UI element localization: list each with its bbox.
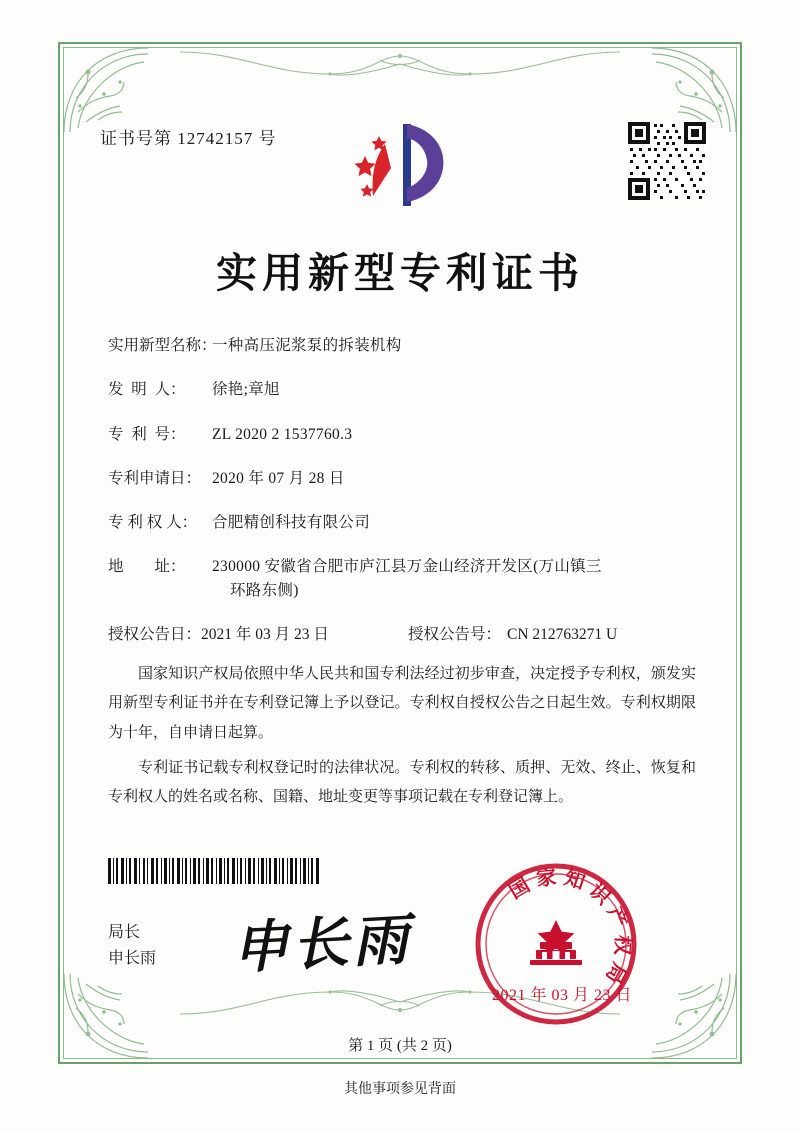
barcode-icon	[108, 858, 320, 884]
page-number: 第 1 页 (共 2 页)	[348, 1038, 452, 1054]
field-row-address	[108, 555, 698, 602]
field-row-patentee	[108, 511, 698, 534]
svg-text:国家知识产权局: 国家知识产权局	[504, 864, 636, 994]
certificate-number: 证书号第 12742157 号	[100, 129, 277, 148]
field-label: 专利申请日：	[108, 469, 202, 487]
field-row-application-date	[108, 467, 698, 490]
signature-role: 局长	[108, 924, 141, 941]
seal-date: 2021 年 03 月 23 日	[492, 987, 633, 1004]
field-label-grant-date: 授权公告日：	[108, 625, 202, 643]
field-value	[212, 555, 698, 602]
field-value: 2020 年 07 月 28 日	[212, 469, 345, 487]
paragraph-2: 专利证书记载专利权登记时的法律状况。专利权的转移、质押、无效、终止、恢复和专利权人的姓名或名称、国籍、地址变更等事项记载在专利登记簿上。	[108, 759, 696, 805]
field-row-patent-number	[108, 423, 698, 446]
signature-name: 申长雨	[108, 950, 157, 968]
qr-code-icon	[626, 120, 708, 202]
field-value-line2: 环路东侧)	[230, 581, 299, 599]
field-label: 专 利 权 人：	[108, 514, 198, 531]
field-row-inventor	[108, 378, 698, 401]
field-value-grant-number: CN 212763271 U	[507, 625, 618, 643]
handwritten-signature: 申长雨	[230, 906, 414, 982]
field-label-grant-number: 授权公告号：	[408, 625, 502, 643]
field-list	[108, 334, 698, 664]
field-value-grant-date: 2021 年 03 月 23 日	[201, 625, 329, 643]
field-value-line1: 230000 安徽省合肥市庐江县万金山经济开发区(万山镇三	[212, 558, 602, 576]
footer-note: 其他事项参见背面	[344, 1082, 456, 1097]
field-label: 地 址：	[108, 558, 186, 576]
field-value: 徐艳;章旭	[212, 381, 280, 399]
field-value: 一种高压泥浆泵的拆装机构	[212, 337, 402, 354]
body-text	[108, 660, 696, 818]
paragraph-1: 国家知识产权局依照中华人民共和国专利法经过初步审查，决定授予专利权，颁发实用新型专利证书并在专利登记簿上予以登记。专利权自授权公告之日起生效。专利权期限为十年，自申请日起算。	[108, 666, 696, 741]
field-label: 发 明 人：	[108, 381, 186, 399]
field-value: ZL 2020 2 1537760.3	[212, 425, 353, 443]
field-label: 实用新型名称：	[108, 337, 217, 354]
field-row-grant-announcement	[108, 623, 698, 646]
signature-block	[108, 920, 156, 973]
field-value: 合肥精创科技有限公司	[212, 514, 371, 531]
cnipa-logo-icon	[345, 118, 455, 218]
field-label: 专 利 号：	[108, 425, 186, 443]
field-row-utility-model-name	[108, 334, 698, 357]
page-title: 实用新型专利证书	[216, 249, 584, 297]
